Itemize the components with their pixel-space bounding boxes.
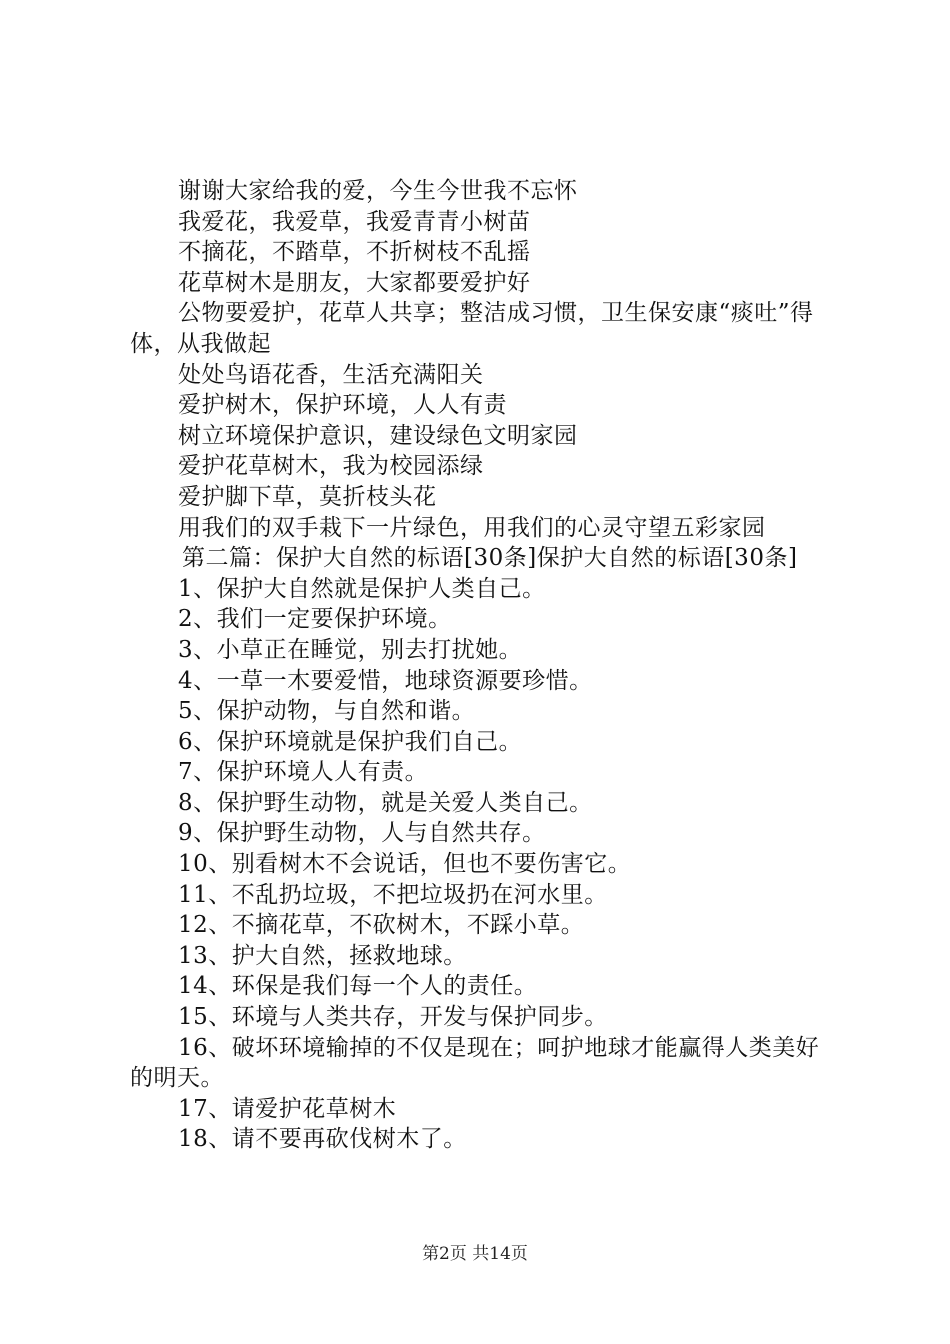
paragraph: 谢谢大家给我的爱，今生今世我不忘怀: [178, 178, 578, 204]
paragraph: 不摘花，不踏草，不折树枝不乱摇: [178, 239, 531, 266]
list-item: 6、保护环境就是保护我们自己。: [178, 728, 523, 755]
list-item: 7、保护环境人人有责。: [178, 759, 429, 786]
paragraph: 处处鸟语花香，生活充满阳关: [178, 361, 484, 388]
list-item: 10、别看树木不会说话，但也不要伤害它。: [178, 851, 632, 878]
list-item: 15、环境与人类共存，开发与保护同步。: [178, 1004, 608, 1031]
document-body: [130, 176, 834, 1155]
list-item: 4、一草一木要爱惜，地球资源要珍惜。: [178, 667, 593, 694]
paragraph: 树立环境保护意识，建设绿色文明家园: [178, 422, 578, 449]
paragraph: 用我们的双手栽下一片绿色，用我们的心灵守望五彩家园: [178, 514, 766, 541]
page-number: 第2页 共14页: [422, 1244, 528, 1264]
list-item: 2、我们一定要保护环境。: [178, 606, 452, 633]
paragraph: 爱护脚下草，莫折枝头花: [178, 483, 437, 510]
paragraph: 花草树木是朋友，大家都要爱护好: [178, 269, 531, 296]
page-footer: [0, 1243, 950, 1265]
list-item: 14、环保是我们每一个人的责任。: [178, 973, 538, 1000]
list-item: 1、保护大自然就是保护人类自己。: [178, 575, 546, 602]
paragraph: 爱护花草树木，我为校园添绿: [178, 453, 484, 480]
list-item: 16、破坏环境输掉的不仅是现在；呵护地球才能赢得人类美好的明天。: [130, 1034, 820, 1092]
list-item: 17、请爱护花草树木: [178, 1095, 397, 1122]
list-item: 12、不摘花草，不砍树木，不踩小草。: [178, 912, 585, 939]
list-item: 9、保护野生动物，人与自然共存。: [178, 820, 546, 847]
list-item: 13、护大自然，拯救地球。: [178, 942, 467, 969]
list-item: 3、小草正在睡觉，别去打扰她。: [178, 636, 523, 663]
paragraph: 爱护树木，保护环境，人人有责: [178, 392, 507, 419]
list-item: 5、保护动物，与自然和谐。: [178, 698, 476, 725]
list-item: 11、不乱扔垃圾，不把垃圾扔在河水里。: [178, 881, 608, 908]
section-heading: 第二篇：保护大自然的标语[30条]保护大自然的标语[30条]: [182, 545, 798, 572]
paragraph: 公物要爱护，花草人共享；整洁成习惯，卫生保安康“痰吐”得体，从我做起: [130, 300, 814, 357]
paragraph: 我爱花，我爱草，我爱青青小树苗: [178, 208, 531, 235]
list-item: 8、保护野生动物，就是关爱人类自己。: [178, 789, 593, 816]
list-item: 18、请不要再砍伐树木了。: [178, 1126, 467, 1153]
